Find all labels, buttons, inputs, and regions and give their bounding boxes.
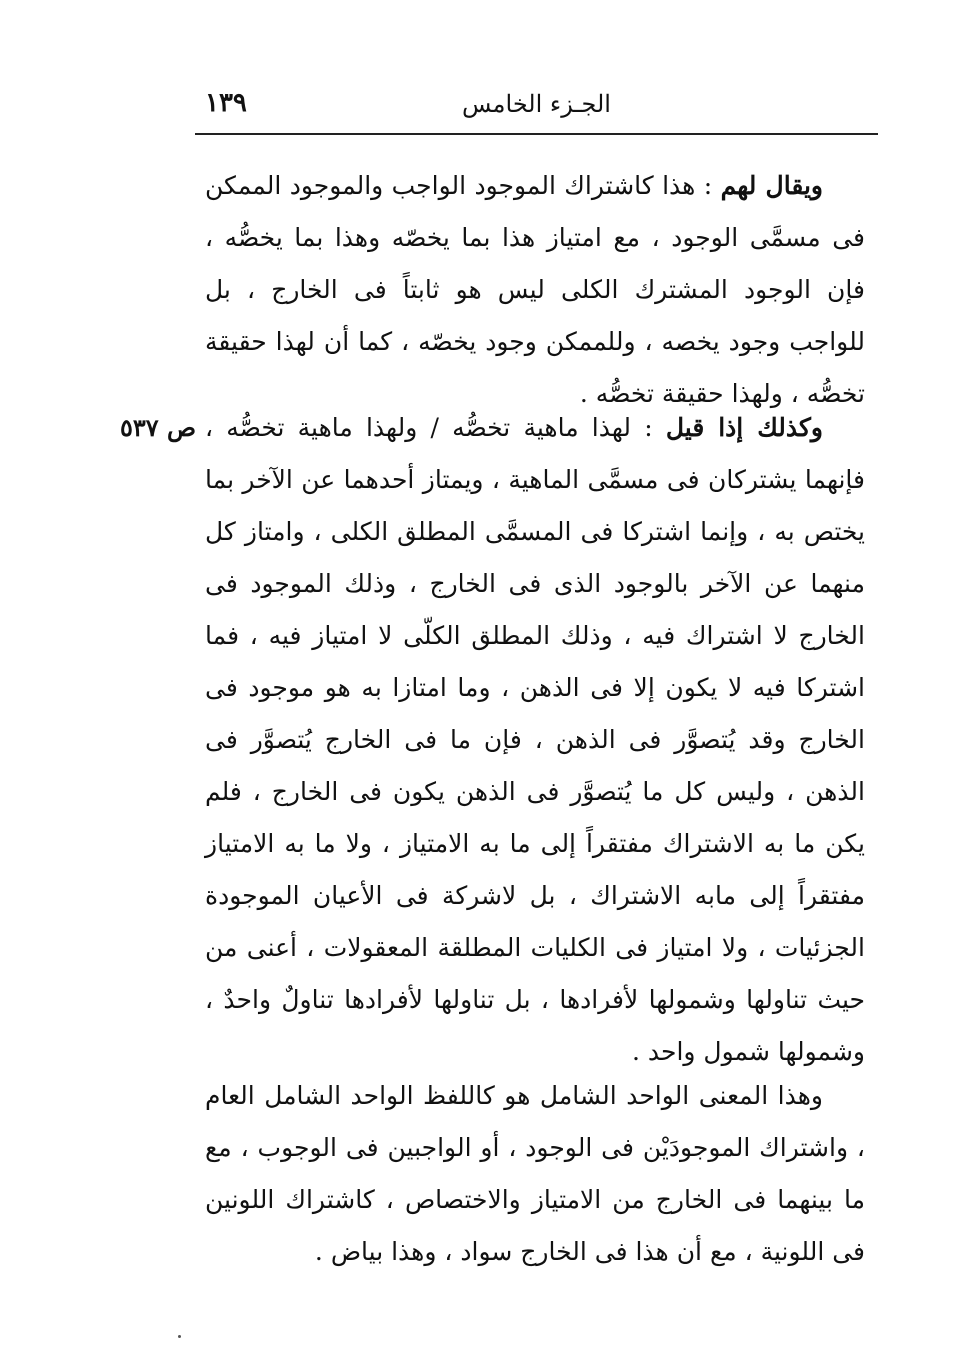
paragraph-3 — [205, 1070, 865, 1278]
margin-page-reference: ص ٥٣٧ — [119, 413, 196, 442]
paragraph-2 — [205, 402, 865, 1078]
page-number: ١٣٩ — [205, 88, 247, 118]
paragraph-3-text — [205, 1070, 865, 1278]
paragraph-1 — [205, 160, 865, 420]
paragraph-1-text — [205, 160, 865, 420]
running-header — [195, 78, 878, 134]
paragraph-1-body: : هذا كاشتراك الموجود الواجب والموجود الممكن فى مسمَّى الوجود ، مع امتياز هذا بما يخصّه وهذا بما يخصُّه ، فإن الوجود المشترك الكلى ليس هو ثابتاً فى الخارج ، بل للواجب وجود يخصه ، وللممكن وجود يخصّه ، كما أن لهذا حقيقة تخصُّه ، ولهذا حقيقة تخصُّه . — [205, 171, 865, 408]
paragraph-2-lead: وكذلك إذا قيل — [665, 413, 823, 442]
paragraph-2-body: : لهذا ماهية تخصُّه / ولهذا ماهية تخصُّه ، فإنهما يشتركان فى مسمَّى الماهية ، ويمتاز أحدهما عن الآخر بما يختص به ، وإنما اشتركا فى المسمَّى المطلق الكلى ، وامتاز كل منهما عن الآخر بالوجود الذى فى الخارج ، وذلك الموجود فى الخارج لا اشتراك فيه ، وذلك المطلق الكلّى لا امتياز فيه ، فما اشتركا فيه لا يكون إلا فى الذهن ، وما امتازا به هو موجود فى الخارج وقد يُتصوَّر فى الذهن ، فإن ما فى الخارج يُتصوَّر فى الذهن ، وليس كل ما يُتصوَّر فى الذهن يكون فى الخارج ، فلم يكن ما به الاشتراك مفتقراً إلى ما به الامتياز ، ولا ما به الامتياز مفتقراً إلى مابه الاشتراك ، بل لاشركة فى الأعيان الموجودة الجزئيات ، ولا امتياز فى الكليات المطلقة المعقولات ، أعنى من حيث تناولها وشمولها لأفرادها ، بل تناولها لأفرادها تناولٌ واحدٌ ، وشمولها شمول واحد . — [205, 413, 865, 1066]
header-rule — [195, 133, 878, 135]
paragraph-2-text — [205, 402, 865, 1078]
paragraph-3-body: وهذا المعنى الواحد الشامل هو كاللفظ الواحد الشامل العام ، واشتراك الموجودَيْن فى الوجود ، أو الواجبين فى الوجوب ، مع ما بينهما فى الخارج من الامتياز والاختصاص ، كاشتراك اللونين فى اللونية ، مع أن هذا فى الخارج سواد ، وهذا بياض . — [205, 1081, 865, 1266]
paragraph-1-lead: ويقال لهم — [720, 171, 823, 200]
running-title: الجـزء الخامس — [462, 90, 611, 118]
scan-speck — [178, 1335, 181, 1338]
